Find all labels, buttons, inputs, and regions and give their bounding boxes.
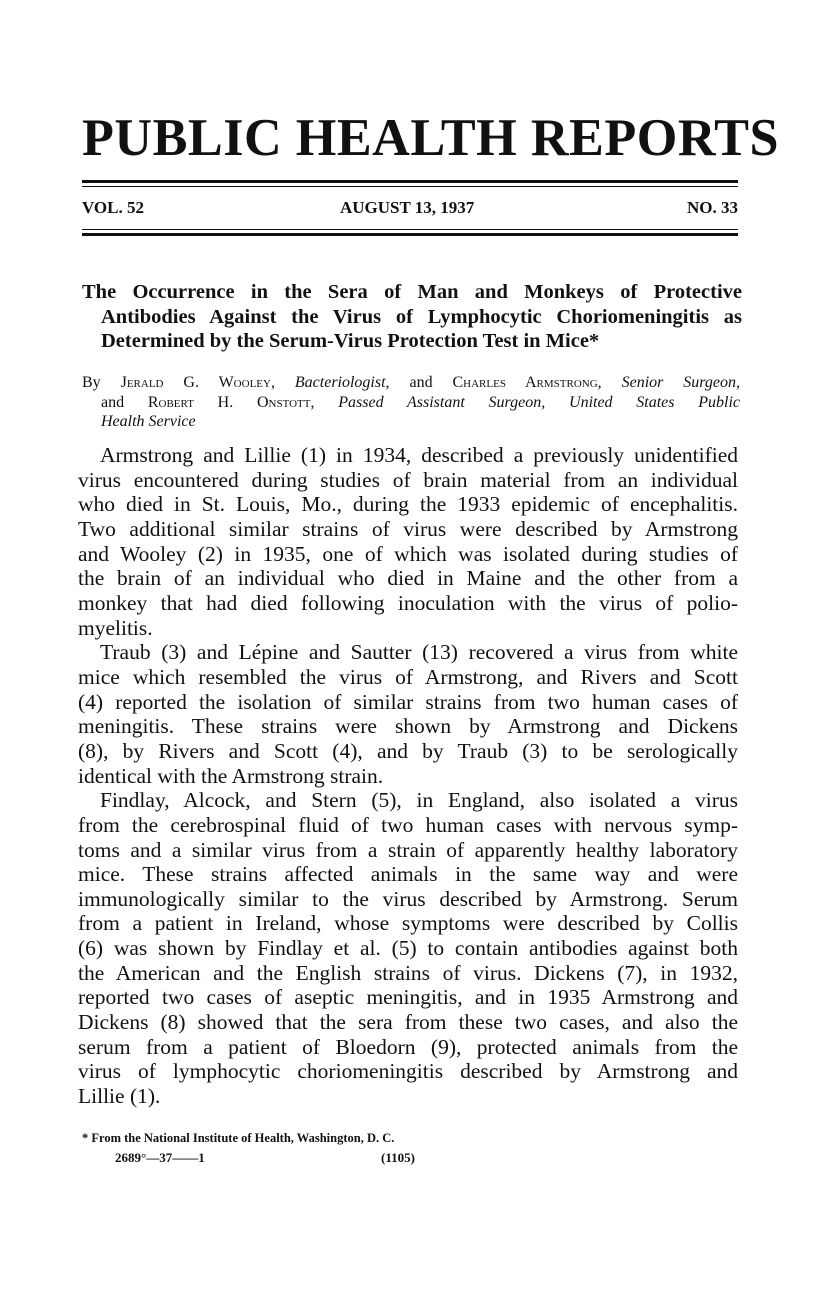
body-line: Lillie (1). (78, 1084, 161, 1109)
author-name: Charles Armstrong, (452, 374, 602, 391)
body-line: meningitis. These strains were shown by Armstrong and Dickens (78, 714, 738, 739)
body-line: Dickens (8) showed that the sera from these two cases, and also the (78, 1010, 738, 1035)
body-line: from the cerebrospinal fluid of two human cases with nervous symp- (78, 812, 738, 837)
author-name: Jerald G. Wooley, (120, 374, 275, 391)
author-role: Health Service (101, 413, 196, 430)
author-role: Passed Assistant Surgeon, United States Public (338, 393, 741, 411)
body-line: Armstrong and Lillie (1) in 1934, described a previously unidentified (100, 443, 738, 467)
title-line: The Occurrence in the Sera of Man and Monkeys of Protective (82, 281, 742, 303)
body-line: (6) was shown by Findlay et al. (5) to contain antibodies against both (78, 936, 738, 961)
byline-line (82, 373, 740, 393)
byline-conjunction: and (101, 393, 125, 411)
body-line: myelitis. (78, 615, 153, 640)
body-line: virus of lymphocytic choriomeningitis described by Armstrong and (78, 1059, 738, 1084)
print-code: 2689°—37——1 (115, 1150, 205, 1165)
body-line: Findlay, Alcock, and Stern (5), in England, also isolated a virus (100, 788, 738, 813)
body-line: mice which resembled the virus of Armstrong, and Rivers and Scott (78, 664, 738, 689)
footnote: * From the National Institute of Health, Washington, D. C. (82, 1131, 395, 1145)
byline-line (82, 393, 740, 413)
author-role: Senior Surgeon, (621, 374, 741, 391)
page-number: (1105) (381, 1150, 415, 1165)
body-line: and Wooley (2) in 1935, one of which was isolated during studies of (78, 541, 738, 566)
body-line: virus encountered during studies of brain material from an individual (78, 467, 738, 492)
body-line: (8), by Rivers and Scott (4), and by Traub (3) to be serologically (78, 738, 738, 763)
body-line: toms and a similar virus from a strain of apparently healthy laboratory (78, 837, 738, 862)
page-footer (115, 1150, 555, 1168)
author-byline (82, 373, 740, 432)
issue-number: NO. 33 (687, 198, 738, 217)
byline-by: By (82, 374, 101, 391)
body-line: who died in St. Louis, Mo., during the 1933 epidemic of encephalitis. (78, 492, 738, 517)
article-title (82, 280, 742, 354)
issue-line (82, 198, 738, 218)
body-line: serum from a patient of Bloedorn (9), protected animals from the (78, 1034, 738, 1059)
journal-title: PUBLIC HEALTH REPORTS (82, 109, 780, 167)
issue-date: AUGUST 13, 1937 (340, 198, 475, 217)
byline-line (82, 412, 740, 432)
header-rule-bottom-thin (82, 229, 738, 230)
header-rule-top-thick (82, 180, 738, 183)
article-body (78, 443, 738, 1109)
body-line: reported two cases of aseptic meningitis, and in 1935 Armstrong and (78, 985, 738, 1010)
header-rule-bottom-thick (82, 233, 738, 236)
title-line: Determined by the Serum-Virus Protection Test in Mice* (101, 330, 600, 352)
body-line: mice. These strains affected animals in the same way and were (78, 862, 738, 887)
body-line: from a patient in Ireland, whose symptoms were described by Collis (78, 911, 738, 936)
body-line: immunologically similar to the virus described by Armstrong. Serum (78, 886, 738, 911)
body-line: (4) reported the isolation of similar strains from two human cases of (78, 689, 738, 714)
body-line: monkey that had died following inoculation with the virus of polio- (78, 590, 738, 615)
author-role: Bacteriologist, (294, 374, 390, 391)
header-rule-top-thin (82, 186, 738, 187)
byline-conjunction: and (409, 374, 433, 391)
body-line: the American and the English strains of virus. Dickens (7), in 1932, (78, 960, 738, 985)
body-line: identical with the Armstrong strain. (78, 763, 384, 788)
author-name: Robert H. Onstott, (147, 393, 315, 411)
body-line: the brain of an individual who died in Maine and the other from a (78, 566, 738, 591)
title-line: Antibodies Against the Virus of Lymphocytic Choriomeningitis as (101, 305, 742, 328)
body-line: Two additional similar strains of virus were described by Armstrong (78, 516, 738, 541)
body-line: Traub (3) and Lépine and Sautter (13) recovered a virus from white (100, 640, 738, 665)
volume-label: VOL. 52 (82, 198, 144, 217)
